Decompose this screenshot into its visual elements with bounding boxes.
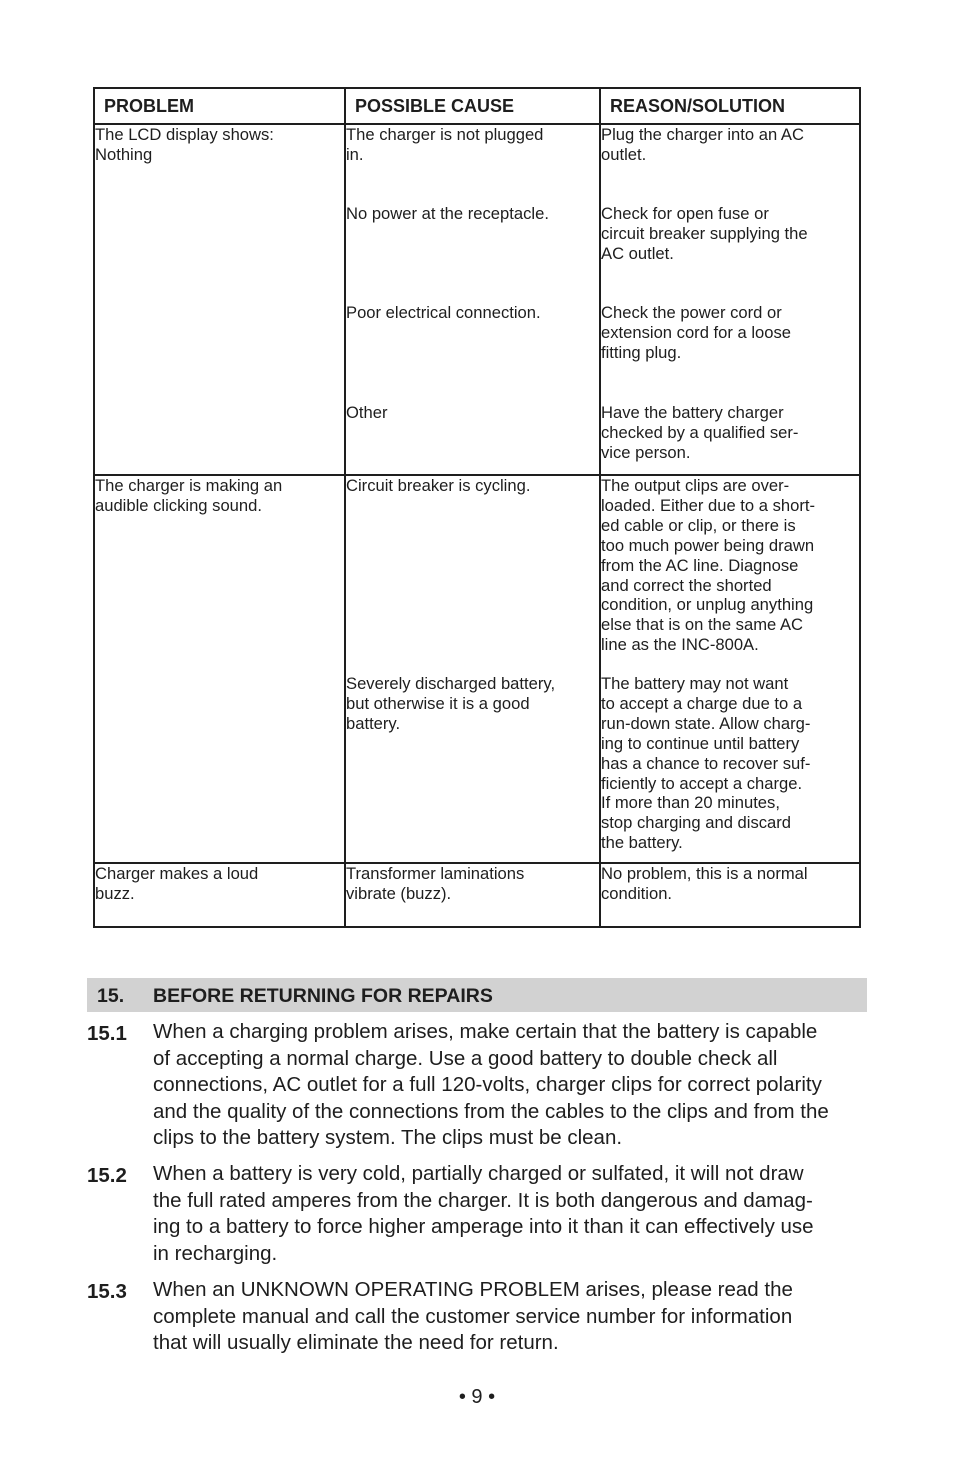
text-line: vice person.: [601, 442, 691, 462]
item-number: 15.2: [87, 1164, 127, 1187]
cause-group: [346, 403, 599, 423]
text-line: clips to the battery system. The clips must be clean.: [153, 1126, 623, 1149]
header-possible-cause: POSSIBLE CAUSE: [345, 88, 600, 124]
cause-group: [346, 125, 599, 204]
text-line: run-down state. Allow charg-: [601, 713, 811, 733]
text-line: stop charging and discard: [601, 813, 792, 833]
text-line: circuit breaker supplying the: [601, 223, 808, 243]
text-line: has a chance to recover suf-: [601, 753, 811, 773]
text-line: and correct the shorted: [601, 575, 772, 595]
solution-cell: [600, 124, 860, 475]
table-row: [94, 475, 860, 863]
text-line: to accept a charge due to a: [601, 693, 803, 713]
text-line: audible clicking sound.: [95, 495, 262, 515]
section-number: 15.: [97, 985, 125, 1007]
text-line: When a charging problem arises, make certain that the battery is capable: [153, 1020, 818, 1043]
text-line: connections, AC outlet for a full 120-volts, charger clips for correct polarity: [153, 1073, 822, 1096]
text-line: and the quality of the connections from the cables to the clips and from the: [153, 1099, 829, 1123]
text-line: extension cord for a loose: [601, 322, 792, 342]
cause-cell: [345, 863, 600, 927]
text-line: complete manual and call the customer service number for information: [153, 1304, 793, 1328]
text-line: condition, or unplug anything: [601, 595, 814, 615]
table-header-row: [94, 88, 860, 124]
text-line: but otherwise it is a good: [346, 693, 530, 713]
cause-group: [346, 204, 599, 303]
text-line: battery.: [346, 713, 401, 733]
text-line: loaded. Either due to a short-: [601, 495, 816, 515]
header-reason-solution: REASON/SOLUTION: [600, 88, 860, 124]
solution-group: [601, 403, 859, 463]
cause-group: [346, 476, 599, 674]
cause-cell: [345, 124, 600, 475]
text-line: Charger makes a loud: [95, 864, 259, 883]
solution-group: [601, 125, 859, 204]
text-line: Check for open fuse or: [601, 204, 769, 223]
text-line: No power at the receptacle.: [346, 204, 549, 223]
text-line: No problem, this is a normal: [601, 864, 808, 883]
text-line: line as the INC-800A.: [601, 635, 759, 655]
troubleshooting-table: [93, 87, 861, 928]
text-line: the battery.: [601, 833, 683, 853]
item-number: 15.1: [87, 1022, 127, 1045]
text-line: AC outlet.: [601, 243, 674, 263]
cause-group: [346, 674, 599, 734]
text-line: Nothing: [95, 144, 153, 164]
text-line: The output clips are over-: [601, 476, 790, 495]
solution-group: [601, 204, 859, 303]
text-line: fitting plug.: [601, 342, 682, 362]
problem-cell: [94, 863, 345, 927]
table-row: [94, 124, 860, 475]
text-line: The LCD display shows:: [95, 125, 274, 144]
item-paragraph: [153, 1161, 873, 1267]
text-line: When an UNKNOWN OPERATING PROBLEM arises, please read the: [153, 1278, 793, 1301]
solution-group: [601, 674, 859, 853]
solution-group: [601, 303, 859, 403]
text-line: that will usually eliminate the need for return.: [153, 1331, 559, 1354]
text-line: Plug the charger into an AC: [601, 125, 804, 144]
text-line: If more than 20 minutes,: [601, 793, 780, 813]
solution-cell: [600, 475, 860, 863]
text-line: in.: [346, 144, 364, 164]
problem-cell: [94, 124, 345, 475]
text-line: in recharging.: [153, 1241, 278, 1265]
item-paragraph: [153, 1019, 873, 1152]
text-line: When a battery is very cold, partially charged or sulfated, it will not draw: [153, 1162, 804, 1185]
text-line: The charger is not plugged: [346, 125, 544, 144]
cause-cell: [345, 475, 600, 863]
text-line: Have the battery charger: [601, 403, 784, 422]
solution-cell: [600, 863, 860, 927]
text-line: Circuit breaker is cycling.: [346, 476, 531, 495]
text-line: vibrate (buzz).: [346, 883, 452, 903]
text-line: Transformer laminations: [346, 864, 525, 883]
problem-cell: [94, 475, 345, 863]
text-line: from the AC line. Diagnose: [601, 555, 799, 575]
text-line: Check the power cord or: [601, 303, 782, 322]
text-line: too much power being drawn: [601, 535, 815, 555]
section-title: BEFORE RETURNING FOR REPAIRS: [153, 985, 493, 1007]
text-line: Other: [346, 403, 388, 422]
text-line: else that is on the same AC: [601, 615, 804, 635]
text-line: Severely discharged battery,: [346, 674, 556, 693]
item-number: 15.3: [87, 1280, 127, 1303]
text-line: checked by a qualified ser-: [601, 422, 799, 442]
text-line: ed cable or clip, or there is: [601, 515, 796, 535]
section-header: [87, 978, 867, 1012]
item-paragraph: [153, 1277, 873, 1357]
cause-group: [346, 303, 599, 403]
text-line: Poor electrical connection.: [346, 303, 541, 322]
text-line: ing to a battery to force higher amperage into it than it can effectively use: [153, 1215, 814, 1238]
page-number: • 9 •: [458, 1386, 496, 1408]
text-line: of accepting a normal charge. Use a good battery to double check all: [153, 1046, 778, 1070]
text-line: ficiently to accept a charge.: [601, 773, 803, 793]
header-problem: PROBLEM: [94, 88, 345, 124]
text-line: The charger is making an: [95, 476, 283, 495]
text-line: ing to continue until battery: [601, 733, 800, 753]
table-row: [94, 863, 860, 927]
text-line: condition.: [601, 883, 673, 903]
text-line: buzz.: [95, 883, 135, 903]
solution-group: [601, 476, 859, 674]
text-line: outlet.: [601, 144, 647, 164]
text-line: the full rated amperes from the charger. It is both dangerous and damag-: [153, 1188, 813, 1212]
text-line: The battery may not want: [601, 674, 789, 693]
